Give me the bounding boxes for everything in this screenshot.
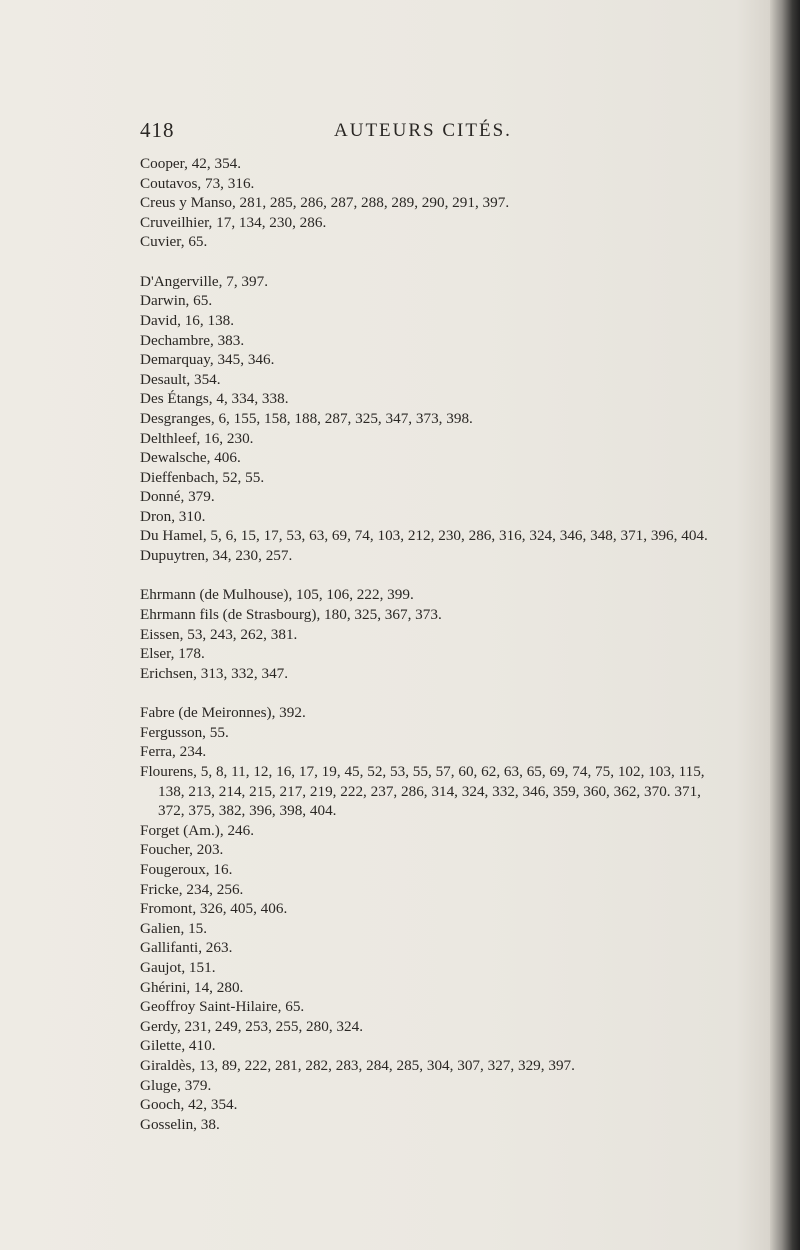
index-entry: Desault, 354. bbox=[140, 370, 221, 388]
index-entry: Donné, 379. bbox=[140, 488, 215, 506]
author-index bbox=[140, 154, 720, 1154]
index-entry: Fougeroux, 16. bbox=[140, 860, 233, 878]
running-title: AUTEURS CITÉS. bbox=[334, 120, 512, 141]
index-entry: Fabre (de Meironnes), 392. bbox=[140, 704, 306, 722]
index-entry: Gooch, 42, 354. bbox=[140, 1096, 238, 1114]
index-entry: Gallifanti, 263. bbox=[140, 939, 233, 957]
index-entry: Dewalsche, 406. bbox=[140, 449, 241, 467]
index-entry: Erichsen, 313, 332, 347. bbox=[140, 664, 289, 682]
index-entry: Dieffenbach, 52, 55. bbox=[140, 468, 265, 486]
index-entry: Ehrmann (de Mulhouse), 105, 106, 222, 399. bbox=[140, 586, 414, 604]
index-entry: Coutavos, 73, 316. bbox=[140, 174, 255, 192]
index-entry: Elser, 178. bbox=[140, 645, 205, 663]
index-entry: Fergusson, 55. bbox=[140, 723, 229, 741]
index-entry: Darwin, 65. bbox=[140, 292, 213, 310]
index-entry: Foucher, 203. bbox=[140, 841, 224, 859]
index-entry: Des Étangs, 4, 334, 338. bbox=[140, 390, 289, 408]
index-entry: Giraldès, 13, 89, 222, 281, 282, 283, 284, 285, 304, 307, 327, 329, 397. bbox=[140, 1056, 575, 1074]
index-entry: Gerdy, 231, 249, 253, 255, 280, 324. bbox=[140, 1017, 364, 1035]
index-group-f-g bbox=[140, 703, 720, 1134]
index-entry: Gluge, 379. bbox=[140, 1076, 212, 1094]
index-entry: Ferra, 234. bbox=[140, 743, 207, 761]
index-group-e bbox=[140, 585, 720, 683]
index-entry: Geoffroy Saint-Hilaire, 65. bbox=[140, 998, 305, 1016]
index-entry: Flourens, 5, 8, 11, 12, 16, 17, 19, 45, 52, 53, 55, 57, 60, 62, 63, 65, 69, 74, 75, 102, 103, 115, 138, 213, 214, 215, 217, 219, 222, 237, 286, 314, 324, 332, 346, 359, 360, 362, 370. 371, 372, 375, 382, 396, 398, 404. bbox=[140, 763, 705, 820]
index-entry: Dupuytren, 34, 230, 257. bbox=[140, 547, 293, 565]
index-entry: Delthleef, 16, 230. bbox=[140, 429, 254, 447]
index-entry: Gaujot, 151. bbox=[140, 958, 216, 976]
index-entry: Forget (Am.), 246. bbox=[140, 821, 255, 839]
index-entry: Fricke, 234, 256. bbox=[140, 880, 244, 898]
index-entry: Dechambre, 383. bbox=[140, 331, 245, 349]
index-entry: Galien, 15. bbox=[140, 919, 208, 937]
index-entry: Du Hamel, 5, 6, 15, 17, 53, 63, 69, 74, 103, 212, 230, 286, 316, 324, 346, 348, 371, 396, 404. bbox=[140, 527, 708, 545]
index-entry: Cuvier, 65. bbox=[140, 233, 208, 251]
index-entry: Gosselin, 38. bbox=[140, 1115, 220, 1133]
index-entry: Cooper, 42, 354. bbox=[140, 155, 242, 172]
index-entry: Dron, 310. bbox=[140, 507, 206, 525]
index-entry: Fromont, 326, 405, 406. bbox=[140, 900, 288, 918]
index-entry: Ghérini, 14, 280. bbox=[140, 978, 244, 996]
index-entry: Cruveilhier, 17, 134, 230, 286. bbox=[140, 213, 327, 231]
page-edge-shadow bbox=[770, 0, 800, 1250]
index-entry: Gilette, 410. bbox=[140, 1037, 216, 1055]
index-entry: Demarquay, 345, 346. bbox=[140, 351, 275, 369]
index-group-c bbox=[140, 154, 720, 252]
index-entry: Ehrmann fils (de Strasbourg), 180, 325, 367, 373. bbox=[140, 606, 442, 624]
page-header bbox=[140, 118, 660, 144]
index-entry: Desgranges, 6, 155, 158, 188, 287, 325, 347, 373, 398. bbox=[140, 409, 473, 427]
page-number: 418 bbox=[140, 118, 175, 142]
index-entry: Creus y Manso, 281, 285, 286, 287, 288, 289, 290, 291, 397. bbox=[140, 194, 510, 212]
index-entry: David, 16, 138. bbox=[140, 311, 235, 329]
index-group-d bbox=[140, 272, 720, 566]
index-entry: Eissen, 53, 243, 262, 381. bbox=[140, 625, 298, 643]
index-entry: D'Angerville, 7, 397. bbox=[140, 272, 269, 290]
